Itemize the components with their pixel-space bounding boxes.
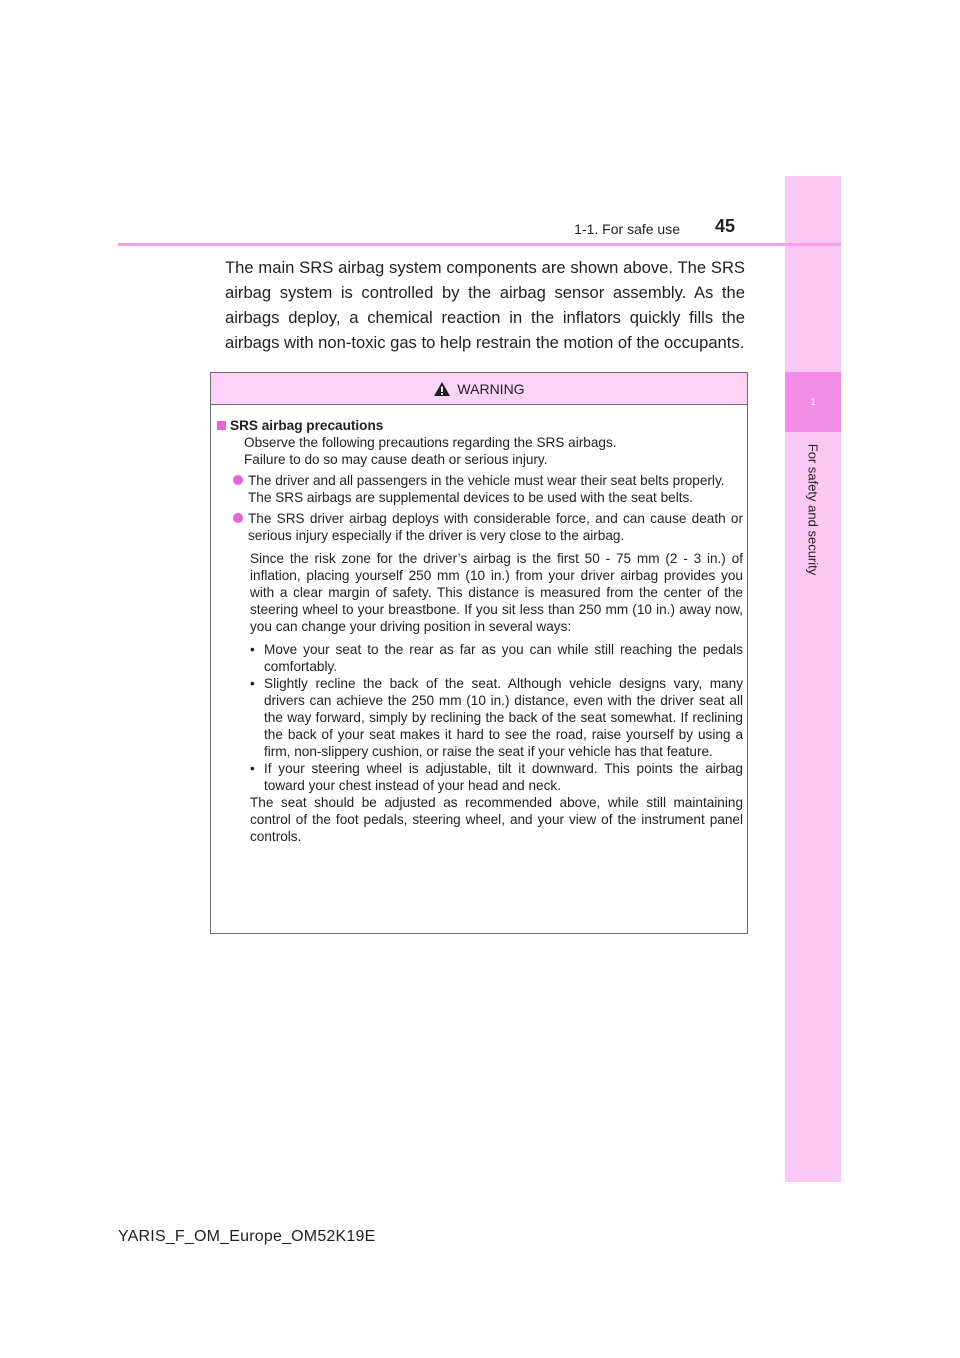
warning-label: WARNING (457, 380, 525, 397)
list-item-text: Slightly recline the back of the seat. Although vehicle designs vary, many drivers can achieve the 250 mm (10 in.) distance, even with the driver seat all the way forward, simply by reclining the back of the seat somewhat. If reclining the back of your seat makes it hard to see the road, raise yourself by using a firm, non-slippery cushion, or raise the seat if your vehicle has that feature. (264, 676, 743, 759)
warning-bullet-1 (217, 472, 743, 506)
risk-zone-paragraph: Since the risk zone for the driver’s airbag is the first 50 - 75 mm (2 - 3 in.) of inflation, placing yourself 250 mm (10 in.) from your driver airbag provides you with a clear margin of safety. This distance is measured from the center of the steering wheel to your breastbone. If you sit less than 250 mm (10 in.) away now, you can change your driving position in several ways: (250, 551, 743, 634)
list-item (217, 675, 743, 760)
closing-paragraph: The seat should be adjusted as recommended above, while still maintaining control of the foot pedals, steering wheel, and your view of the instrument panel controls. (250, 795, 743, 844)
circle-bullet-icon (233, 475, 243, 485)
intro-paragraph: The main SRS airbag system components are shown above. The SRS airbag system is controlled by the airbag sensor assembly. As the airbags deploy, a chemical reaction in the inflators quickly fills the airbags with non-toxic gas to help restrain the motion of the occupants. (225, 258, 745, 352)
list-bullet: • (250, 642, 255, 657)
warning-body (211, 405, 747, 845)
circle-bullet-icon (233, 513, 243, 523)
list-bullet: • (250, 676, 255, 691)
header-rule (118, 243, 841, 246)
chapter-side-tab (785, 176, 841, 1182)
list-item (217, 641, 743, 675)
section-title: 1-1. For safe use (574, 221, 680, 237)
list-item-text: Move your seat to the rear as far as you can while still reaching the pedals comfortably. (264, 642, 743, 674)
warning-heading-row (217, 417, 743, 434)
bullet-2-text: The SRS driver airbag deploys with considerable force, and can cause death or serious injury especially if the driver is very close to the airbag. (248, 511, 743, 543)
list-bullet: • (250, 761, 255, 776)
list-item (217, 760, 743, 794)
page-number: 45 (715, 216, 736, 236)
chapter-number: 1 (810, 396, 816, 408)
bullet-1-text-a: The driver and all passengers in the vehicle must wear their seat belts properly. (248, 473, 725, 488)
document-code: YARIS_F_OM_Europe_OM52K19E (118, 1228, 376, 1245)
bullet-1-text-b: The SRS airbags are supplemental devices to be used with the seat belts. (248, 490, 694, 505)
seat-adjust-list (217, 641, 743, 794)
warning-bullet-2 (217, 510, 743, 544)
list-item-text: If your steering wheel is adjustable, tilt it downward. This points the airbag toward your chest instead of your head and neck. (264, 761, 743, 793)
warning-lead-1: Observe the following precautions regarding the SRS airbags. (244, 435, 617, 450)
warning-box (210, 372, 748, 934)
warning-header (211, 373, 747, 405)
chapter-label: For safety and security (805, 443, 821, 576)
square-bullet-icon (217, 421, 226, 430)
warning-triangle-icon (433, 381, 451, 397)
warning-lead-2: Failure to do so may cause death or serious injury. (244, 452, 548, 467)
warning-heading: SRS airbag precautions (230, 418, 384, 433)
